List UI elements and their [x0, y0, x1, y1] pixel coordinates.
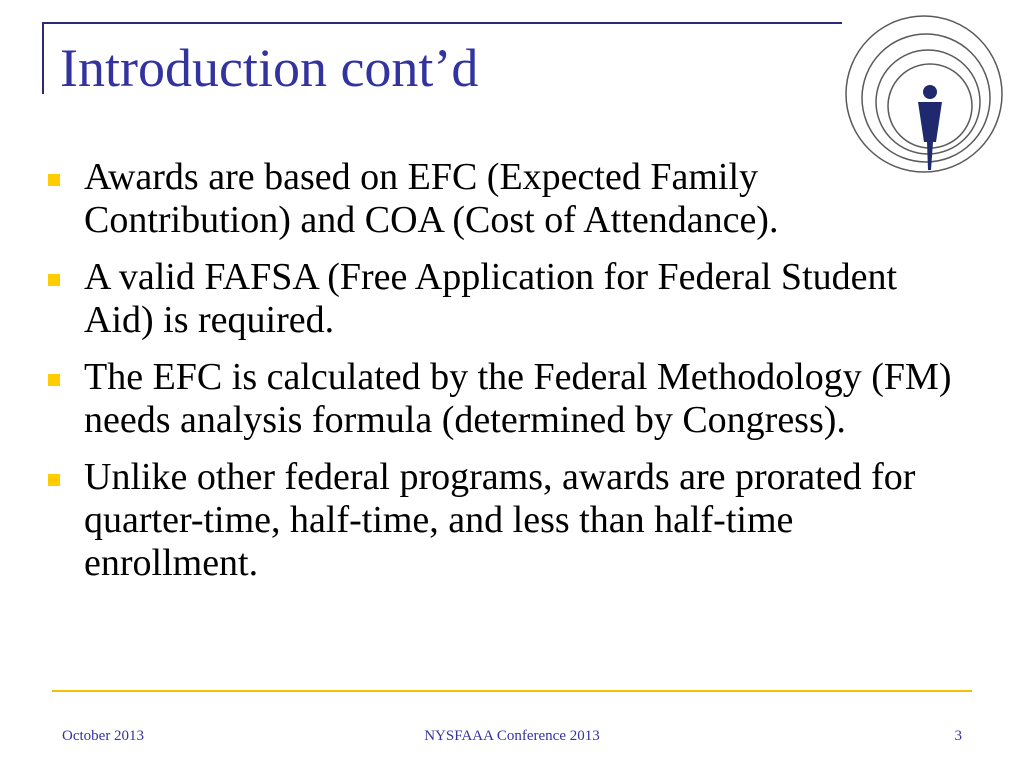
footer-event: NYSFAAA Conference 2013 — [424, 728, 600, 744]
bullet-square-icon — [48, 474, 60, 486]
bullet-item — [44, 256, 974, 342]
bullet-text: Unlike other federal programs, awards are prorated for quarter-time, half-time, and less than half-time enrollment. — [84, 456, 916, 584]
title-rule-top — [42, 22, 842, 24]
bullet-item — [44, 456, 974, 585]
concentric-circles-person-icon — [838, 14, 1018, 174]
bullet-square-icon — [48, 174, 60, 186]
title-rule-left — [42, 22, 44, 94]
footer-date: October 2013 — [62, 728, 145, 744]
footer-divider — [52, 690, 972, 692]
page-number: 3 — [954, 728, 962, 744]
bullet-list — [44, 156, 974, 599]
bullet-square-icon — [48, 274, 60, 286]
bullet-text: The EFC is calculated by the Federal Methodology (FM) needs analysis formula (determined by Congress). — [84, 356, 952, 441]
bullet-item — [44, 156, 974, 242]
bullet-text: Awards are based on EFC (Expected Family Contribution) and COA (Cost of Attendance). — [84, 156, 779, 241]
slide-title: Introduction cont’d — [60, 38, 479, 98]
bullet-text: A valid FAFSA (Free Application for Federal Student Aid) is required. — [84, 256, 898, 341]
bullet-square-icon — [48, 374, 60, 386]
bullet-item — [44, 356, 974, 442]
